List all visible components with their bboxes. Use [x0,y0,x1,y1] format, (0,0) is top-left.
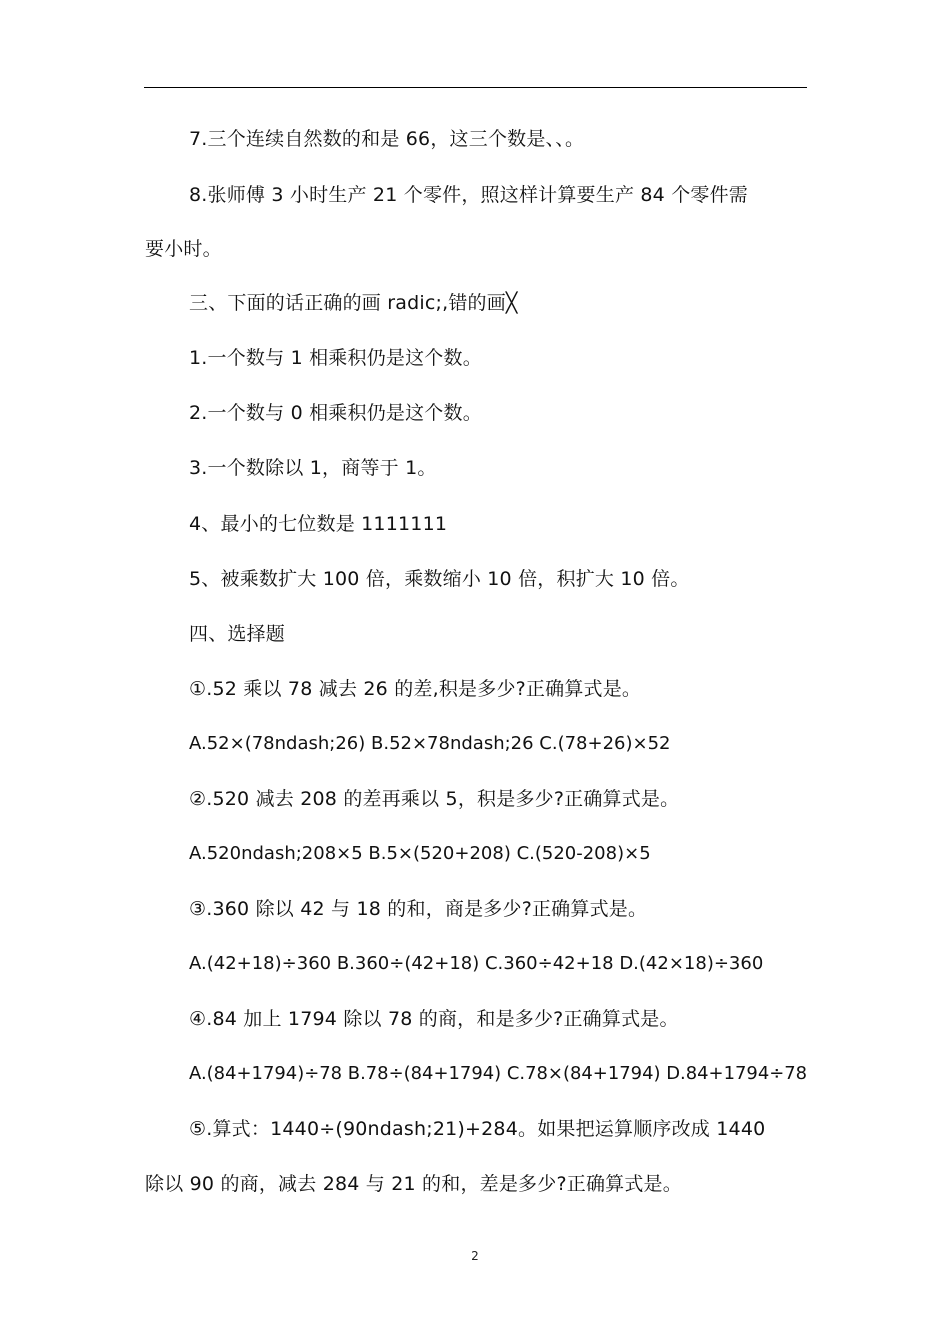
fill-blank-7: 7.三个连续自然数的和是 66，这三个数是、、。 [189,128,585,150]
choice-options-4: A.(84+1794)÷78 B.78÷(84+1794) C.78×(84+1794) D.84+1794÷78 [189,1063,808,1084]
fill-blank-8-continued: 要小时。 [145,238,222,260]
judge-item-5: 5、被乘数扩大 100 倍，乘数缩小 10 倍，积扩大 10 倍。 [189,568,690,590]
choice-question-1: ①.52 乘以 78 减去 26 的差,积是多少?正确算式是。 [189,678,642,700]
choice-options-2: A.520ndash;208×5 B.5×(520+208) C.(520-208)×5 [189,843,651,864]
choice-question-5-continued: 除以 90 的商，减去 284 与 21 的和，差是多少?正确算式是。 [145,1173,682,1195]
choice-question-3: ③.360 除以 42 与 18 的和，商是多少?正确算式是。 [189,898,648,920]
header-rule [144,87,807,88]
page-number: 2 [471,1249,479,1263]
judge-item-2: 2.一个数与 0 相乘积仍是这个数。 [189,402,482,424]
judge-item-4: 4、最小的七位数是 1111111 [189,513,448,535]
judge-item-3: 3.一个数除以 1，商等于 1。 [189,457,437,479]
judge-item-1: 1.一个数与 1 相乘积仍是这个数。 [189,347,482,369]
choice-question-4: ④.84 加上 1794 除以 78 的商，和是多少?正确算式是。 [189,1008,679,1030]
choice-question-5: ⑤.算式：1440÷(90ndash;21)+284。如果把运算顺序改成 1440 [189,1118,766,1140]
choice-options-3: A.(42+18)÷360 B.360÷(42+18) C.360÷42+18 D.(42×18)÷360 [189,953,764,974]
choice-options-1: A.52×(78ndash;26) B.52×78ndash;26 C.(78+26)×52 [189,733,671,754]
fill-blank-8: 8.张师傅 3 小时生产 21 个零件，照这样计算要生产 84 个零件需 [189,184,749,206]
section-three-heading: 三、下面的话正确的画 radic;,错的画╳ [189,292,518,314]
choice-question-2: ②.520 减去 208 的差再乘以 5，积是多少?正确算式是。 [189,788,680,810]
section-four-heading: 四、选择题 [189,623,286,645]
